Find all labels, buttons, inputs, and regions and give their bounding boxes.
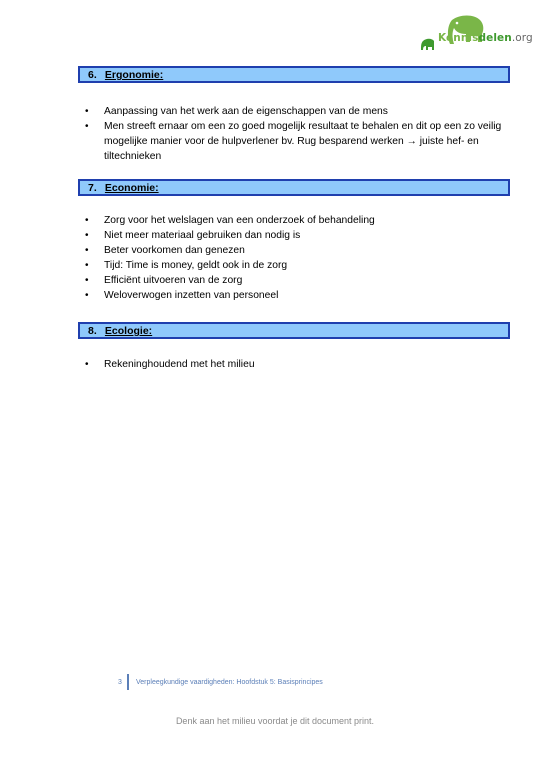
list-item: • Men streeft ernaar om een zo goed mogelijk resultaat te behalen en dit op een zo veilig mogelijke manier voor de hulpverlener bv. Rug besparend werken → juiste hef- en tiltechnieken	[84, 119, 504, 164]
section-heading-ecologie	[78, 322, 510, 339]
logo-text	[438, 32, 533, 44]
list-item: • Tijd: Time is money, geldt ook in de zorg	[84, 258, 504, 273]
list-item: • Rekeninghoudend met het milieu	[84, 357, 504, 372]
footer-divider	[127, 674, 129, 690]
bullet-list-ergonomie	[84, 104, 504, 164]
section-number: 7.	[88, 182, 97, 194]
footer-page-number	[118, 679, 122, 686]
page-number: 3	[118, 679, 122, 686]
list-item: • Zorg voor het welslagen van een onderzoek of behandeling	[84, 213, 504, 228]
kennisdelen-logo	[418, 14, 536, 54]
list-item: • Efficiënt uitvoeren van de zorg	[84, 273, 504, 288]
logo-part-kennis: Kennis	[438, 32, 479, 44]
list-item: • Weloverwogen inzetten van personeel	[84, 288, 504, 303]
section-number: 6.	[88, 69, 97, 81]
section-heading-economie	[78, 179, 510, 196]
list-item: • Beter voorkomen dan genezen	[84, 243, 504, 258]
small-elephant-icon	[420, 38, 436, 52]
logo-part-org: .org	[511, 32, 533, 44]
print-note: Denk aan het milieu voordat je dit document print.	[175, 716, 375, 726]
list-item: • Niet meer materiaal gebruiken dan nodig is	[84, 228, 504, 243]
footer-title: Verpleegkundige vaardigheden: Hoofdstuk 5: Basisprincipes	[136, 679, 323, 686]
section-heading-ergonomie	[78, 66, 510, 83]
bullet-list-economie	[84, 213, 504, 303]
logo-part-delen: delen	[478, 32, 512, 44]
section-title: Ergonomie:	[104, 69, 164, 81]
list-item: • Aanpassing van het werk aan de eigenschappen van de mens	[84, 104, 504, 119]
section-title: Economie:	[104, 182, 159, 194]
section-number: 8.	[88, 325, 97, 337]
section-title: Ecologie:	[104, 325, 153, 337]
bullet-list-ecologie	[84, 357, 504, 372]
